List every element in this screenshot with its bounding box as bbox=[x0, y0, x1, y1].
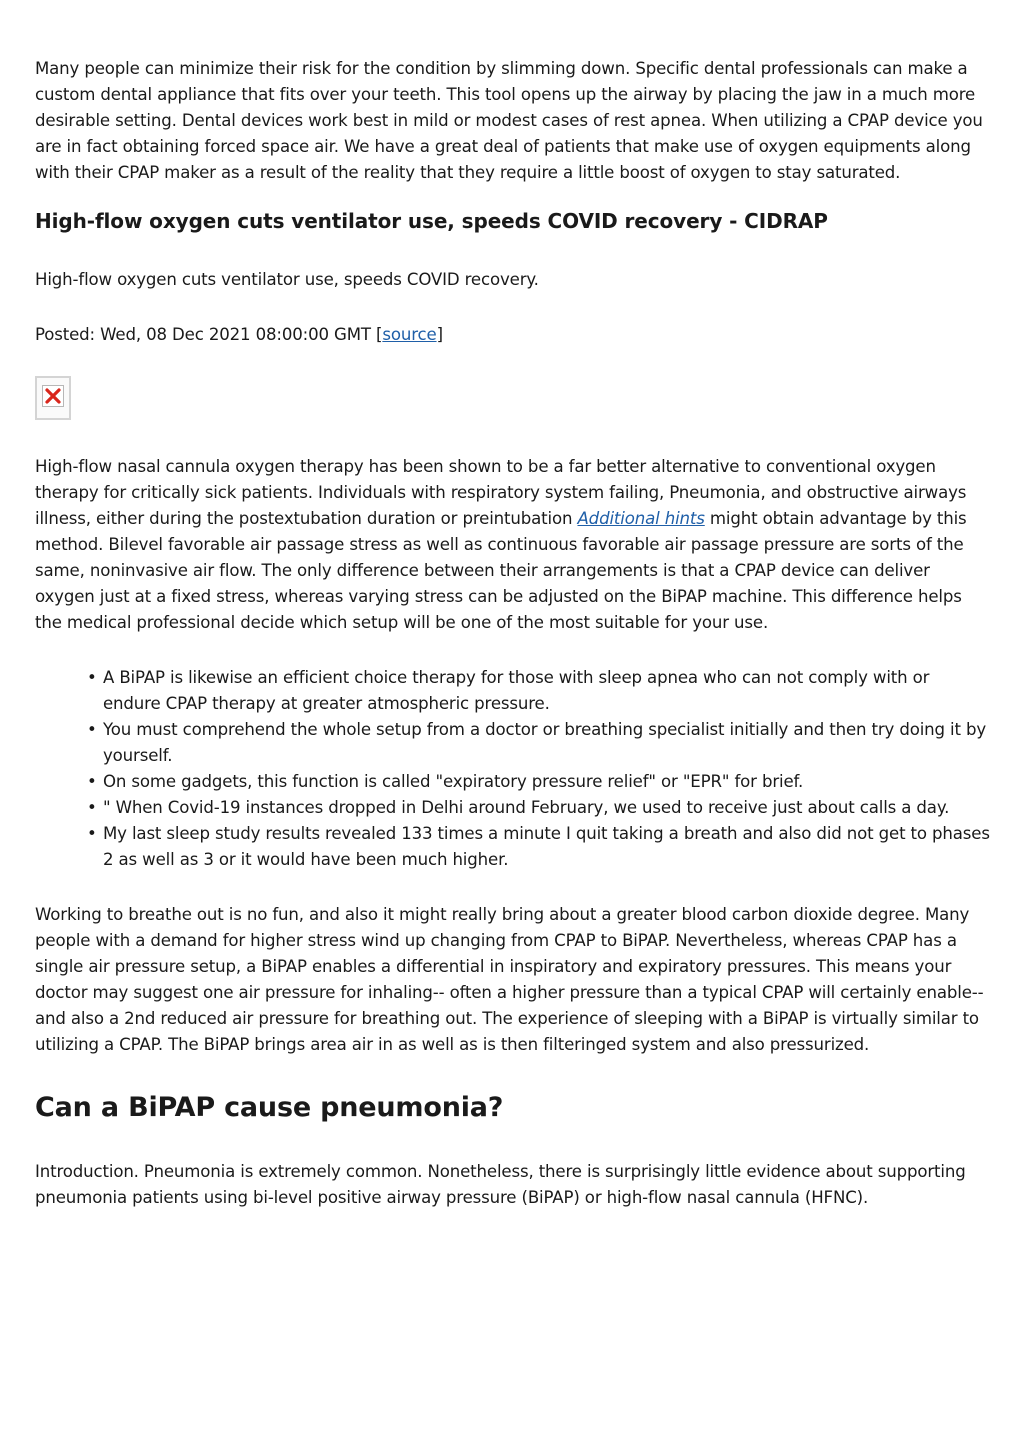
body-before-link: High-flow nasal cannula oxygen therapy has been shown to be a far better alternative to conventional oxygen therapy for critically sick patients. Individuals with respiratory system failing, Pneumonia, and obstructive airways illness, either during the postextubation duration or preintubation bbox=[35, 457, 967, 528]
list-item: • " When Covid-19 instances dropped in Delhi around February, we used to receive just about calls a day. bbox=[103, 795, 990, 821]
article-heading: High-flow oxygen cuts ventilator use, speeds COVID recovery - CIDRAP bbox=[35, 209, 828, 233]
posted-suffix: ] bbox=[436, 325, 443, 344]
working-paragraph: Working to breathe out is no fun, and also it might really bring about a greater blood carbon dioxide degree. Many people with a demand for higher stress wind up changing from CPAP to BiPAP. Nevertheless, whereas CPAP has a single air pressure setup, a BiPAP enables a differential in inspiratory and expiratory pressures. This means your doctor may suggest one air pressure for inhaling-- often a higher pressure than a typical CPAP will certainly enable-- and also a 2nd reduced air pressure for breathing out. The experience of sleeping with a BiPAP is virtually similar to utilizing a CPAP. The BiPAP brings area air in as well as is then filteringed system and also pressurized. bbox=[35, 905, 984, 1054]
additional-hints-link[interactable]: Additional hints bbox=[577, 509, 705, 528]
article-summary: High-flow oxygen cuts ventilator use, speeds COVID recovery. bbox=[35, 270, 539, 289]
body-paragraph bbox=[35, 454, 990, 636]
list-item: • You must comprehend the whole setup from a doctor or breathing specialist initially and then try doing it by yourself. bbox=[103, 717, 990, 769]
source-link[interactable]: source bbox=[382, 325, 437, 344]
intro-paragraph: Many people can minimize their risk for the condition by slimming down. Specific dental professionals can make a custom dental appliance that fits over your teeth. This tool opens up the airway by placing the jaw in a much more desirable setting. Dental devices work best in mild or modest cases of rest apnea. When utilizing a CPAP device you are in fact obtaining forced space air. We have a great deal of patients that make use of oxygen equipments along with their CPAP maker as a result of the reality that they require a little boost of oxygen to stay saturated. bbox=[35, 59, 983, 182]
list-item: • My last sleep study results revealed 133 times a minute I quit taking a breath and also did not get to phases 2 as well as 3 or it would have been much higher. bbox=[103, 821, 990, 873]
broken-image-icon bbox=[35, 376, 71, 420]
list-item: • On some gadgets, this function is called "expiratory pressure relief" or "EPR" for brief. bbox=[103, 769, 990, 795]
posted-line bbox=[35, 322, 990, 348]
red-x-icon bbox=[43, 386, 63, 406]
broken-image-frame bbox=[42, 385, 64, 407]
body-after-link: might obtain advantage by this method. Bilevel favorable air passage stress as well as continuous favorable air passage pressure are sorts of the same, noninvasive air flow. The only difference between their arrangements is that a CPAP device can deliver oxygen just at a fixed stress, whereas varying stress can be adjusted on the BiPAP machine. This difference helps the medical professional decide which setup will be one of the most suitable for your use. bbox=[35, 509, 967, 632]
posted-prefix: Posted: Wed, 08 Dec 2021 08:00:00 GMT [ bbox=[35, 325, 383, 344]
section-paragraph: Introduction. Pneumonia is extremely common. Nonetheless, there is surprisingly little evidence about supporting pneumonia patients using bi-level positive airway pressure (BiPAP) or high-flow nasal cannula (HFNC). bbox=[35, 1162, 966, 1207]
bullet-list bbox=[35, 665, 990, 873]
list-item: • A BiPAP is likewise an efficient choice therapy for those with sleep apnea who can not comply with or endure CPAP therapy at greater atmospheric pressure. bbox=[103, 665, 990, 717]
section-heading: Can a BiPAP cause pneumonia? bbox=[35, 1092, 504, 1123]
